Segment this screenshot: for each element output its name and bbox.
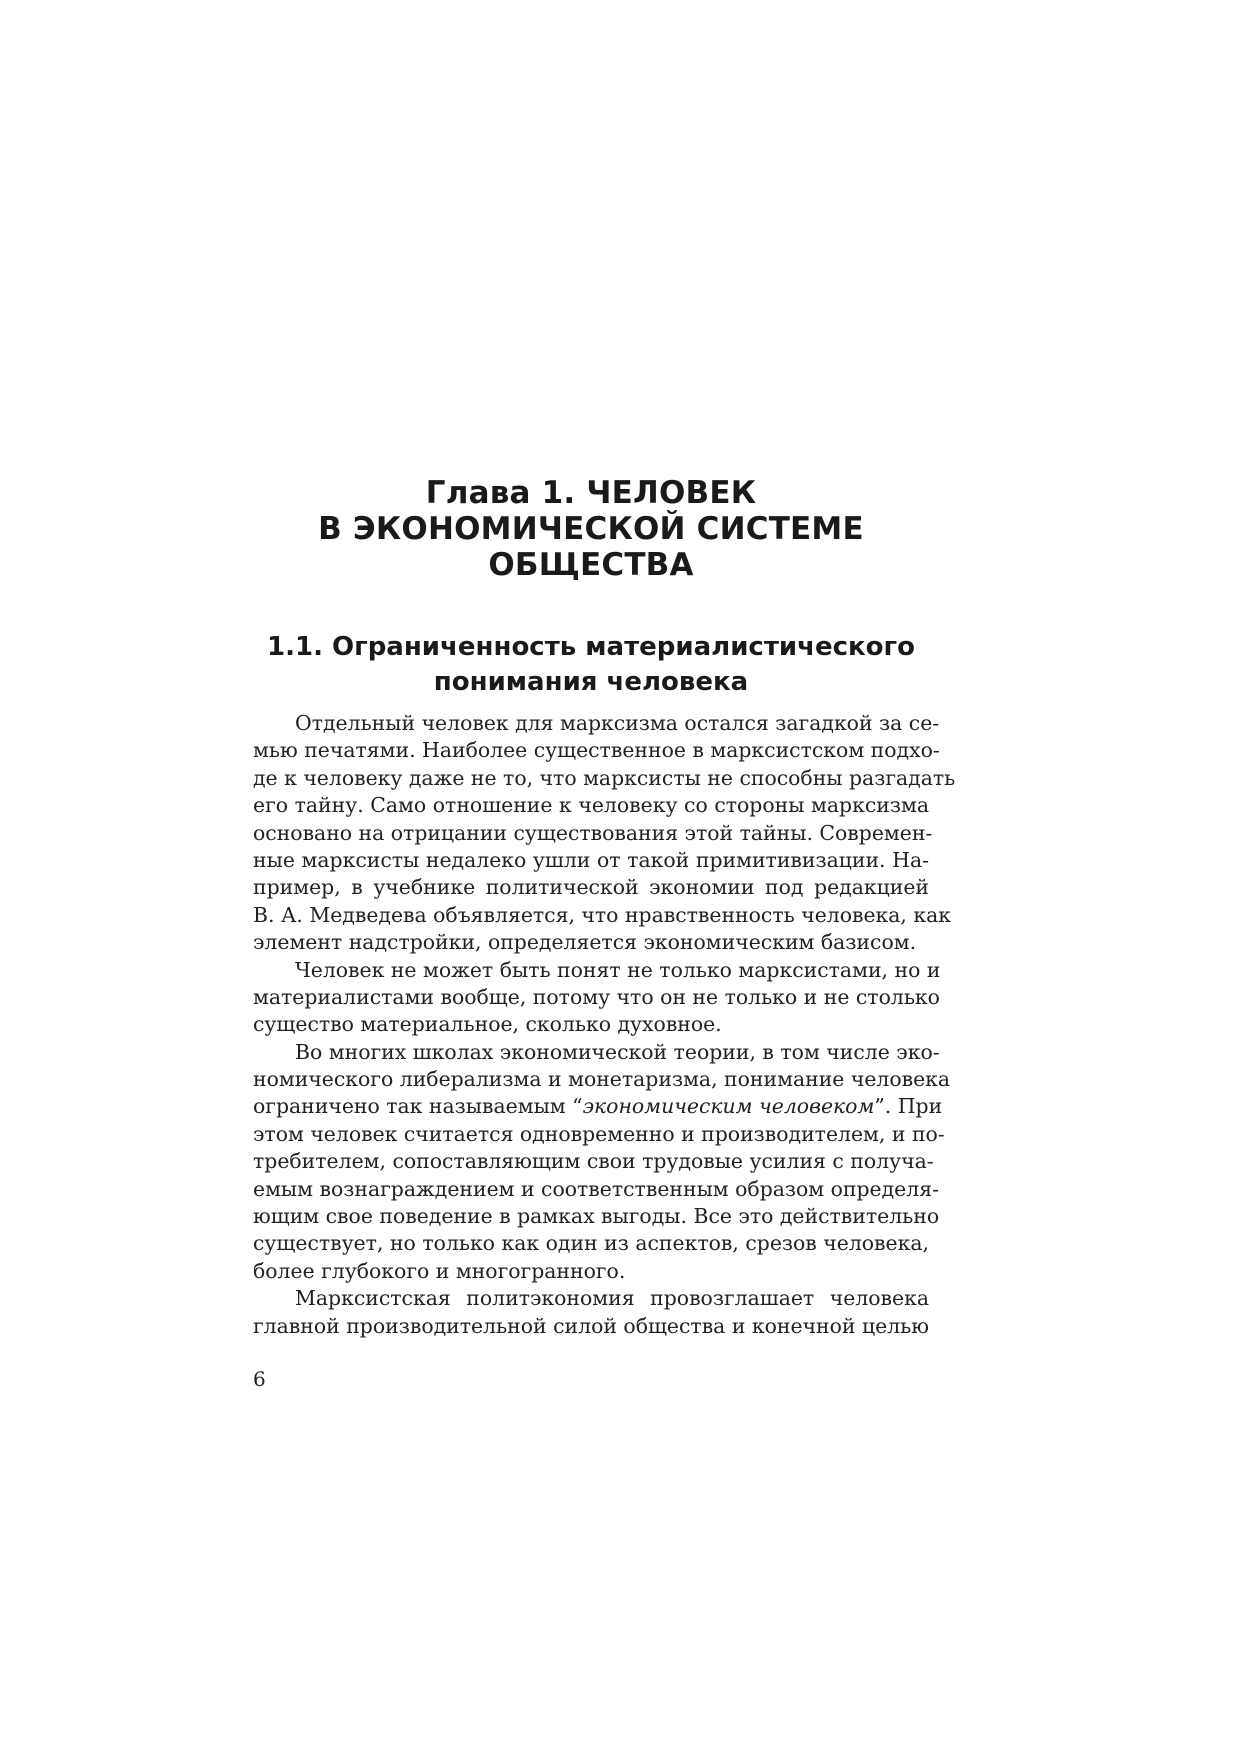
section-title-line: 1.1. Ограниченность материалистического bbox=[267, 632, 915, 662]
paragraph bbox=[253, 957, 941, 1039]
text-run: ”. При bbox=[874, 1094, 943, 1119]
text-line: номического либерализма и монетаризма, понимание человека bbox=[253, 1067, 951, 1092]
book-page bbox=[253, 0, 956, 1755]
chapter-title-line: ОБЩЕСТВА bbox=[488, 547, 694, 583]
section-title-line: понимания человека bbox=[433, 667, 749, 697]
paragraph bbox=[253, 710, 956, 957]
text-line: Отдельный человек для марксизма остался загадкой за се- bbox=[295, 711, 940, 735]
text-line: емым вознаграждением и соответственным образом определя- bbox=[253, 1176, 939, 1201]
text-line: ющим свое поведение в рамках выгоды. Все это действительно bbox=[253, 1204, 940, 1229]
text-line: В. А. Медведева объявляется, что нравственность человека, как bbox=[253, 902, 952, 927]
page-number: 6 bbox=[253, 1367, 266, 1391]
text-line: существо материальное, сколько духовное. bbox=[253, 1012, 722, 1037]
paragraph bbox=[253, 1285, 929, 1340]
text-line: основано на отрицании существования этой тайны. Современ- bbox=[253, 820, 933, 845]
text-line: материалистами вообще, потому что он не только и не столько bbox=[253, 984, 940, 1009]
section-title bbox=[253, 630, 929, 700]
text-line: ные марксисты недалеко ушли от такой примитивизации. На- bbox=[253, 847, 929, 872]
text-line-mixed bbox=[253, 1093, 943, 1120]
text-run: ограничено так называемым “ bbox=[253, 1094, 583, 1119]
text-line: требителем, сопоставляющим свои трудовые усилия с получа- bbox=[253, 1149, 934, 1174]
italic-term: экономическим человеком bbox=[582, 1094, 875, 1119]
text-line: его тайну. Само отношение к человеку со стороны марксизма bbox=[253, 793, 929, 818]
text-line: элемент надстройки, определяется экономическим базисом. bbox=[253, 930, 917, 955]
text-line: более глубокого и многогранного. bbox=[253, 1258, 626, 1283]
text-line: Марксистская политэкономия провозглашает человека bbox=[295, 1286, 929, 1311]
body-text bbox=[253, 710, 956, 1340]
text-line: главной производительной силой общества и конечной целью bbox=[253, 1313, 929, 1338]
text-line: Человек не может быть понят не только марксистами, но и bbox=[295, 957, 941, 982]
text-line: этом человек считается одновременно и производителем, и по- bbox=[253, 1121, 945, 1146]
text-line: Во многих школах экономической теории, в том числе эко- bbox=[295, 1039, 940, 1064]
text-line: мью печатями. Наиболее существенное в марксистском подхо- bbox=[253, 738, 940, 763]
chapter-title-line: В ЭКОНОМИЧЕСКОЙ СИСТЕМЕ bbox=[318, 511, 864, 547]
text-line: де к человеку даже не то, что марксисты не способны разгадать bbox=[253, 765, 956, 790]
paragraph bbox=[253, 1039, 951, 1286]
chapter-title bbox=[253, 475, 929, 583]
chapter-title-line: Глава 1. ЧЕЛОВЕК bbox=[425, 475, 757, 511]
text-line: пример, в учебнике политической экономии под редакцией bbox=[253, 875, 929, 900]
text-line: существует, но только как один из аспектов, срезов человека, bbox=[253, 1231, 929, 1256]
